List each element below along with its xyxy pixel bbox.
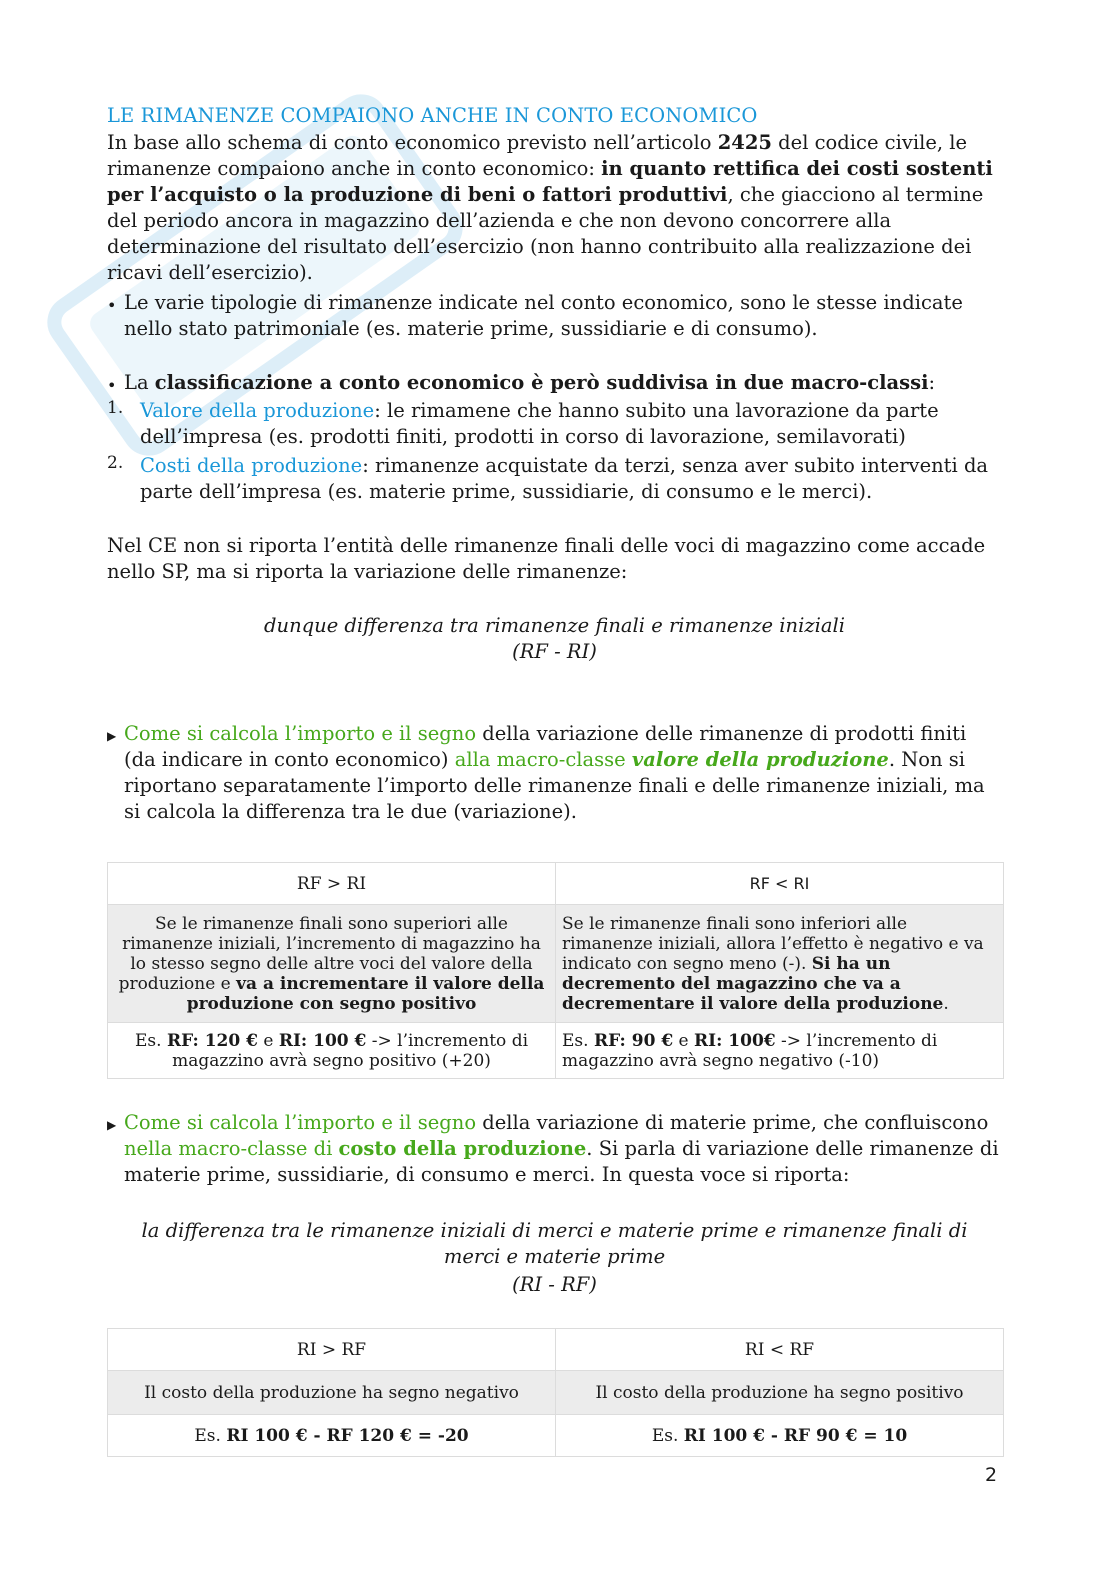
table-header-cell: RF > RI <box>108 863 556 905</box>
table-cell: Il costo della produzione ha segno positivo <box>556 1371 1004 1415</box>
table-header-row <box>108 863 1004 905</box>
bullet-icon: • <box>107 296 117 315</box>
table-row <box>108 1371 1004 1415</box>
table-cell: Es. RI 100 € - RF 90 € = 10 <box>556 1415 1004 1457</box>
ce-paragraph: Nel CE non si riporta l’entità delle rimanenze finali delle voci di magazzino come accade nello SP, ma si riporta la variazione delle rimanenze: <box>107 534 986 583</box>
table-cell: Se le rimanenze finali sono inferiori alle rimanenze iniziali, allora l’effetto è negativo e va indicato con segno meno (-). Si ha un decremento del magazzino che va a decrementare il valore della produzione. <box>556 905 1004 1023</box>
variation-table-finished-products <box>107 862 1004 1079</box>
bullet-item: Le varie tipologie di rimanenze indicate nel conto economico, sono le stesse indicate nello stato patrimoniale (es. materie prime, sussidiarie e di consumo). <box>124 291 963 340</box>
section-paragraph: Come si calcola l’importo e il segno della variazione delle rimanenze di prodotti finiti (da indicare in conto economico) alla macro-classe valore della produzione. Non si riportano separatamente l’importo delle rimanenze finali e delle rimanenze iniziali, ma si calcola la differenza tra le due (variazione). <box>124 722 985 823</box>
table-cell: Il costo della produzione ha segno negativo <box>108 1371 556 1415</box>
table-cell: Es. RF: 120 € e RI: 100 € -> l’incremento di magazzino avrà segno positivo (+20) <box>108 1023 556 1079</box>
bullet-icon: • <box>107 376 117 395</box>
list-item: Valore della produzione: le rimamene che hanno subito una lavorazione da parte dell’impresa (es. prodotti finiti, prodotti in corso di lavorazione, semilavorati) <box>140 399 939 448</box>
table-header-row <box>108 1329 1004 1371</box>
formula-line: (RF - RI) <box>512 640 597 663</box>
table-cell: Es. RI 100 € - RF 120 € = -20 <box>108 1415 556 1457</box>
table-header-cell: RI < RF <box>556 1329 1004 1371</box>
intro-paragraph: In base allo schema di conto economico previsto nell’articolo 2425 del codice civile, le rimanenze compaiono anche in conto economico: in quanto rettifica dei costi sostenti per l’acquisto o la produzione di beni o fattori produttivi, che giacciono al termine del periodo ancora in magazzino dell’azienda e che non devono concorrere alla determinazione del risultato dell’esercizio (non hanno contribuito alla realizzazione dei ricavi dell’esercizio). <box>107 131 993 284</box>
arrow-right-icon: ▶ <box>107 1118 117 1132</box>
list-item: Costi della produzione: rimanenze acquistate da terzi, senza aver subito interventi da parte dell’impresa (es. materie prime, sussidiarie, di consumo e le merci). <box>140 454 989 503</box>
bullet-item: La classificazione a conto economico è però suddivisa in due macro-classi: <box>124 371 936 394</box>
formula-line: (RI - RF) <box>512 1273 597 1296</box>
table-row <box>108 1023 1004 1079</box>
table-header-cell: RF < RI <box>556 863 1004 905</box>
list-number: 2. <box>107 453 124 473</box>
table-header-cell: RI > RF <box>108 1329 556 1371</box>
table-row <box>108 905 1004 1023</box>
table-row <box>108 1415 1004 1457</box>
arrow-right-icon: ▶ <box>107 729 117 743</box>
list-number: 1. <box>107 398 124 418</box>
variation-table-raw-materials <box>107 1328 1004 1457</box>
formula-line: dunque differenza tra rimanenze finali e rimanenze iniziali <box>264 614 845 637</box>
table-cell: Se le rimanenze finali sono superiori alle rimanenze iniziali, l’incremento di magazzino ha lo stesso segno delle altre voci del valore della produzione e va a incrementare il valore della produzione con segno positivo <box>108 905 556 1023</box>
section-heading: LE RIMANENZE COMPAIONO ANCHE IN CONTO ECONOMICO <box>107 104 758 127</box>
formula-line: la differenza tra le rimanenze iniziali di merci e materie prime e rimanenze finali di merci e materie prime <box>141 1219 968 1268</box>
table-cell: Es. RF: 90 € e RI: 100€ -> l’incremento di magazzino avrà segno negativo (-10) <box>556 1023 1004 1079</box>
section-paragraph: Come si calcola l’importo e il segno della variazione di materie prime, che confluiscono nella macro-classe di costo della produzione. Si parla di variazione delle rimanenze di materie prime, sussidiarie, di consumo e merci. In questa voce si riporta: <box>124 1111 999 1186</box>
page-number: 2 <box>985 1464 998 1486</box>
